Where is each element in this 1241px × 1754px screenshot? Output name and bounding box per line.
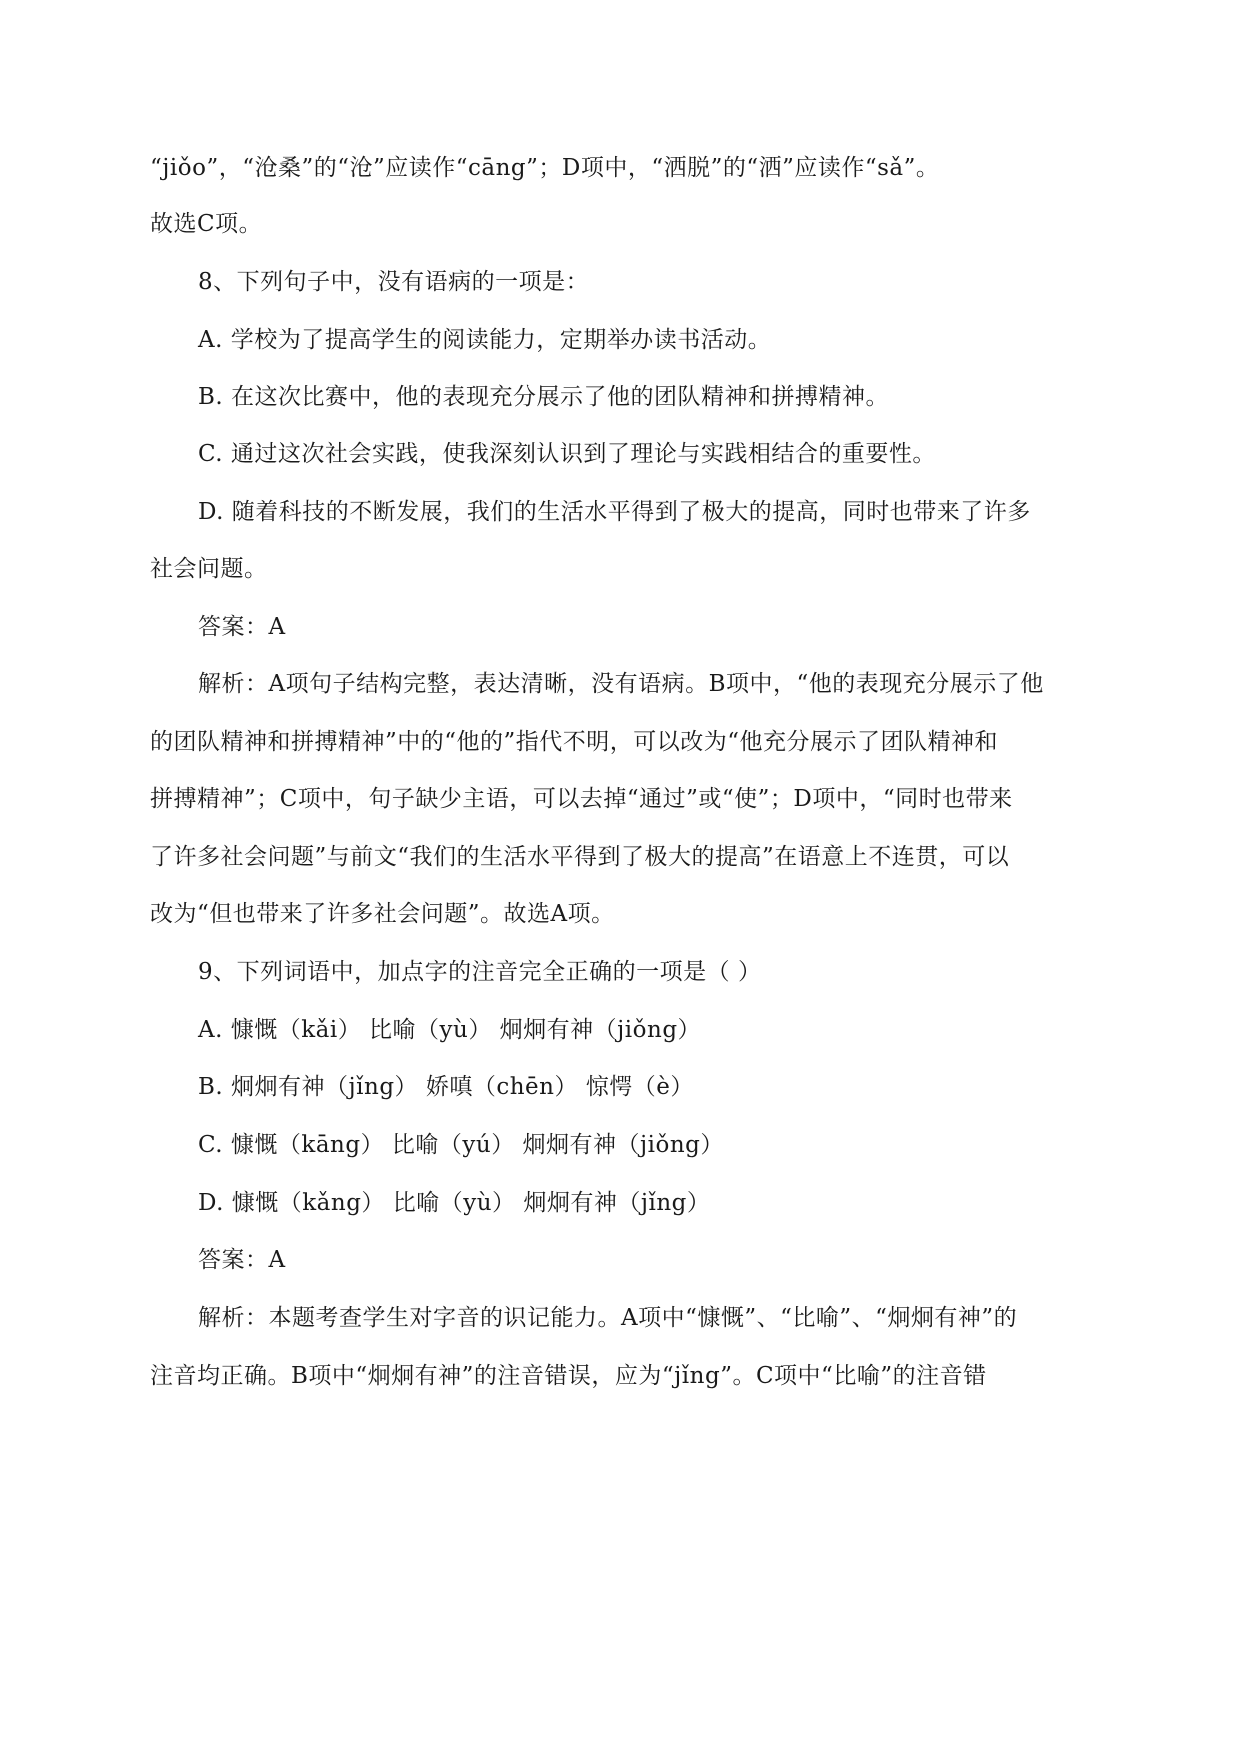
question-8-analysis-line-3: 拼搏精神”；C项中，句子缺少主语，可以去掉“通过”或“使”；D项中，“同时也带来 bbox=[150, 786, 1013, 812]
question-8-answer: 答案：A bbox=[198, 614, 286, 640]
question-8-analysis-line-4: 了许多社会问题”与前文“我们的生活水平得到了极大的提高”在语意上不连贯，可以 bbox=[150, 844, 1010, 870]
question-9-stem: 9、下列词语中，加点字的注音完全正确的一项是（ ） bbox=[198, 959, 762, 985]
question-9-analysis-line-2: 注音均正确。B项中“炯炯有神”的注音错误，应为“jǐng”。C项中“比喻”的注音错 bbox=[150, 1363, 987, 1389]
question-8-stem: 8、下列句子中，没有语病的一项是： bbox=[198, 269, 590, 295]
question-9-option-b: B. 炯炯有神（jǐng） 娇嗔（chēn） 惊愕（è） bbox=[198, 1074, 694, 1100]
question-8-option-d-continued: 社会问题。 bbox=[150, 556, 268, 582]
question-8-option-d: D. 随着科技的不断发展，我们的生活水平得到了极大的提高，同时也带来了许多 bbox=[198, 499, 1031, 525]
question-8-option-b: B. 在这次比赛中，他的表现充分展示了他的团队精神和拼搏精神。 bbox=[198, 384, 890, 410]
text-line-prev-answer-continued: “jiǒo”，“沧桑”的“沧”应读作“cāng”；D项中，“洒脱”的“洒”应读作“sǎ”。 bbox=[150, 155, 940, 181]
question-9-analysis: 解析：本题考查学生对字音的识记能力。A项中“慷慨”、“比喻”、“炯炯有神”的 bbox=[198, 1305, 1018, 1331]
question-8-option-c: C. 通过这次社会实践，使我深刻认识到了理论与实践相结合的重要性。 bbox=[198, 441, 936, 467]
question-8-option-a: A. 学校为了提高学生的阅读能力，定期举办读书活动。 bbox=[198, 327, 772, 353]
text-line-prev-conclusion: 故选C项。 bbox=[150, 211, 263, 237]
question-9-option-c: C. 慷慨（kāng） 比喻（yú） 炯炯有神（jiǒng） bbox=[198, 1132, 724, 1158]
question-9-option-a: A. 慷慨（kǎi） 比喻（yù） 炯炯有神（jiǒng） bbox=[198, 1017, 702, 1043]
question-9-answer: 答案：A bbox=[198, 1247, 286, 1273]
question-8-analysis: 解析：A项句子结构完整，表达清晰，没有语病。B项中，“他的表现充分展示了他 bbox=[198, 671, 1044, 697]
question-8-analysis-line-5: 改为“但也带来了许多社会问题”。故选A项。 bbox=[150, 901, 615, 927]
question-9-option-d: D. 慷慨（kǎng） 比喻（yù） 炯炯有神（jǐng） bbox=[198, 1190, 711, 1216]
question-8-analysis-line-2: 的团队精神和拼搏精神”中的“他的”指代不明，可以改为“他充分展示了团队精神和 bbox=[150, 729, 999, 755]
